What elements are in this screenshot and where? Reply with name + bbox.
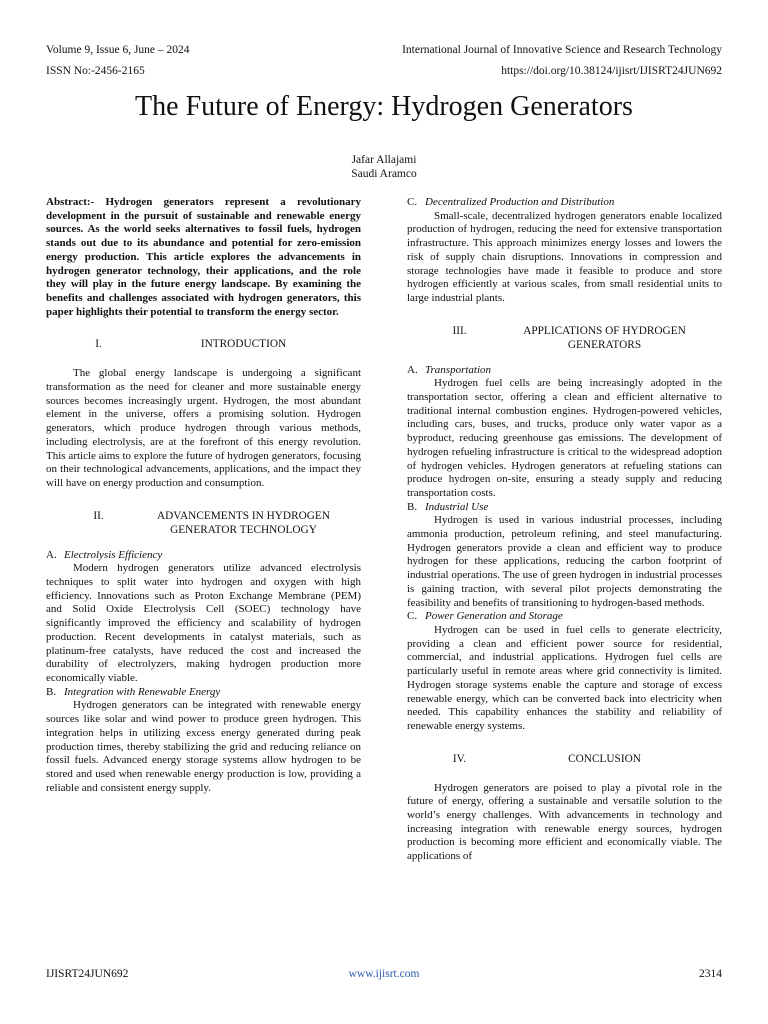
section-title <box>139 509 349 537</box>
decentralized-text: Small-scale, decentralized hydrogen generators enable localized production of hydrogen, reducing the need for extensive transportation infrastructure. This approach minimizes energy losses and lowers the risk of supply chain disruptions. Innovations in compression and storage technologies have made it feasible to produce and store hydrogen efficiently at various scales, from small residential units to large industrial plants. <box>407 209 722 304</box>
section-heading-advancements <box>46 509 361 537</box>
subsection-letter: A. <box>46 548 57 561</box>
issn: ISSN No:-2456-2165 <box>46 65 145 77</box>
subsection-heading-renewable <box>46 686 361 700</box>
subsection-letter: A. <box>407 363 418 376</box>
section-heading-conclusion <box>407 752 722 766</box>
section-heading-introduction <box>46 337 361 351</box>
industrial-text: Hydrogen is used in various industrial processes, including ammonia production, petroleum refining, and steel manufacturing. Hydrogen generators provide a clean and efficient way to produce hydrogen for these applications, reducing the carbon footprint of industrial operations. The use of green hydrogen in industrial processes is gaining traction, with several pilot projects demonstrating the feasibility and benefits of transitioning to hydrogen-based methods. <box>407 514 722 609</box>
section-number: II. <box>93 509 104 522</box>
subsection-title: Decentralized Production and Distribution <box>425 196 615 208</box>
section-number: III. <box>452 324 467 337</box>
electrolysis-text: Modern hydrogen generators utilize advanced electrolysis techniques to split water into hydrogen and oxygen with high efficiency. Innovations such as Proton Exchange Membrane (PEM) and Solid Oxide Electrolysis Cell (SOEC) technology have significantly improved the efficiency and scalability of hydrogen production. Recent developments in catalyst materials, such as platinum-free catalysts, have reduced the cost and increased the durability of electrolyzers, making hydrogen production more economically viable. <box>46 562 361 684</box>
right-column <box>407 196 722 864</box>
subsection-letter: C. <box>407 196 418 208</box>
section-title <box>500 324 710 352</box>
author-name: Jafar Allajami <box>351 154 417 166</box>
subsection-heading-power <box>407 610 722 624</box>
section-heading-applications <box>407 324 722 352</box>
left-column <box>46 196 361 795</box>
page-number: 2314 <box>699 968 722 980</box>
transportation-text: Hydrogen fuel cells are being increasingly adopted in the transportation sector, offering a clean and efficient alternative to traditional internal combustion engines. Hydrogen-powered vehicles, including cars, buses, and trucks, produce only water vapor as a byproduct, reducing greenhouse gas emissions. The development of hydrogen refueling infrastructure is critical to the widespread adoption of hydrogen vehicles. Hydrogen generators at refueling stations can produce hydrogen on-site, ensuring a steady supply and reducing transportation costs. <box>407 377 722 499</box>
introduction-text: The global energy landscape is undergoing a significant transformation as the need for cleaner and more sustainable energy sources becomes increasingly urgent. Hydrogen, the most abundant element in the universe, offers a promising solution. Hydrogen generators, which produce hydrogen through various methods, including electrolysis, are at the forefront of this energy revolution. This article aims to explore the future of hydrogen generators, focusing on their technological advancements, applications, and the impact they will have on energy production and consumption. <box>46 367 361 489</box>
subsection-title: Integration with Renewable Energy <box>64 685 221 698</box>
subsection-heading-decentralized <box>407 196 722 210</box>
footer-paper-id: IJISRT24JUN692 <box>46 968 129 980</box>
subsection-title: Industrial Use <box>425 500 489 513</box>
subsection-heading-transportation <box>407 364 722 378</box>
section-title: INTRODUCTION <box>200 338 287 351</box>
section-title: CONCLUSION <box>568 752 641 765</box>
section-title-line: APPLICATIONS OF HYDROGEN <box>523 324 686 337</box>
section-title-line: GENERATORS <box>567 338 642 351</box>
subsection-heading-industrial <box>407 501 722 515</box>
section-number: I. <box>95 338 102 351</box>
conclusion-text: Hydrogen generators are poised to play a pivotal role in the future of energy, offering a sustainable and versatile solution to the world’s energy challenges. With advancements in technology and increasing integration with renewable energy sources, hydrogen production is becoming more efficient and economically viable. The applications of <box>407 781 722 863</box>
author-affiliation: Saudi Aramco <box>351 168 417 180</box>
subsection-title: Electrolysis Efficiency <box>64 548 163 561</box>
subsection-title: Power Generation and Storage <box>425 610 563 623</box>
subsection-heading-electrolysis <box>46 549 361 563</box>
power-text: Hydrogen can be used in fuel cells to generate electricity, providing a clean and efficient power source for residential, commercial, and industrial applications. Hydrogen fuel cells are particularly useful in remote areas where grid connectivity is limited. Hydrogen storage systems enable the capture and storage of excess renewable energy, which can be converted back into electricity when needed. This capability enhances the stability and reliability of renewable energy systems. <box>407 623 722 732</box>
abstract: Abstract:- Hydrogen generators represent a revolutionary development in the pursuit of sustainable and renewable energy sources. As the world seeks alternatives to fossil fuels, hydrogen stands out due to its abundance and potential for zero-emission energy production. This article explores the advancements in hydrogen generator technology, their applications, and the role they will play in the future energy landscape. By examining the benefits and challenges associated with hydrogen generators, this paper highlights their potential to transform the energy sector. <box>46 196 361 318</box>
paper-title: The Future of Energy: Hydrogen Generators <box>135 91 633 122</box>
subsection-letter: B. <box>46 685 57 698</box>
section-title-line: ADVANCEMENTS IN HYDROGEN <box>156 509 330 522</box>
section-number: IV. <box>452 752 467 765</box>
doi-link[interactable]: https://doi.org/10.38124/ijisrt/IJISRT24JUN692 <box>501 65 722 77</box>
author-block <box>0 153 768 181</box>
subsection-letter: C. <box>407 610 418 623</box>
journal-name: International Journal of Innovative Science and Research Technology <box>402 44 722 56</box>
volume-info: Volume 9, Issue 6, June – 2024 <box>46 44 190 56</box>
renewable-text: Hydrogen generators can be integrated with renewable energy sources like solar and wind power to produce green hydrogen. This integration helps in utilizing excess energy generated during peak production times, thereby stabilizing the grid and reducing reliance on fossil fuels. Advanced energy storage systems allow hydrogen to be stored and used when renewable energy production is low, providing a reliable and consistent energy supply. <box>46 699 361 794</box>
subsection-letter: B. <box>407 500 418 513</box>
subsection-title: Transportation <box>425 363 492 376</box>
footer-website-link[interactable]: www.ijisrt.com <box>348 968 420 980</box>
section-title-line: GENERATOR TECHNOLOGY <box>170 523 317 536</box>
